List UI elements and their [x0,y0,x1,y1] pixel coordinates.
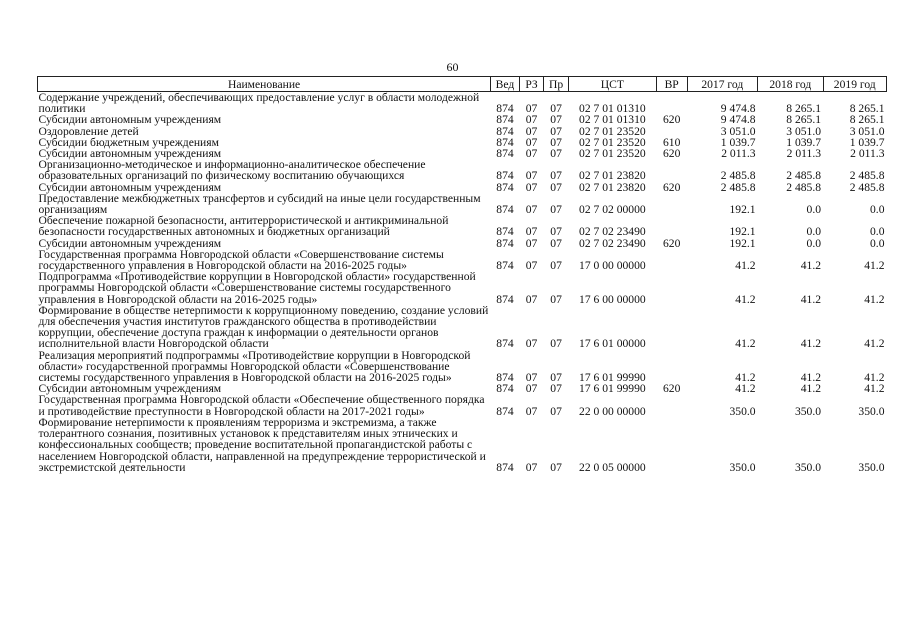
row-cst: 02 7 01 23520 [579,135,646,149]
row-pr: 07 [550,382,562,396]
row-rz: 07 [525,225,538,239]
row-name: Содержание учреждений, обеспечивающих предоставление услуг в области молодежной политики [38,91,480,116]
row-pr: 07 [550,113,562,127]
row-2019: 1 039.7 [849,135,885,149]
row-2018: 1 039.7 [786,135,822,149]
row-2018: 2 011.3 [786,147,822,161]
row-2017: 41.2 [735,337,756,351]
table-row [38,249,887,271]
row-vr [656,159,687,181]
row-cst: 17 0 00 00000 [579,259,646,273]
row-2018: 41.2 [800,259,822,273]
row-vr [656,305,687,350]
table-row [38,305,887,350]
row-2017: 41.2 [735,382,756,396]
table-row [38,350,887,384]
row-2019: 41.2 [864,337,885,351]
row-2017: 192.1 [729,225,756,239]
header-rz: РЗ [519,77,544,92]
row-pr: 07 [550,147,562,161]
row-ved: 874 [496,180,514,194]
row-rz: 07 [525,135,538,149]
row-rz: 07 [525,292,538,306]
row-vr: 620 [662,236,681,250]
row-2019: 3 051.0 [849,124,885,138]
row-pr: 07 [550,460,562,474]
row-ved: 874 [496,169,514,183]
row-2017: 2 485.8 [720,180,756,194]
row-2019: 2 485.8 [849,180,885,194]
row-ved: 874 [496,135,514,149]
row-vr [656,215,687,237]
row-ved: 874 [496,259,514,273]
row-cst: 17 6 01 99990 [579,371,646,385]
row-name: Реализация мероприятий подпрограммы «Противодействие коррупции в Новгородской области» государственной программы Новгородской области «Совершенствование системы государственного управления в Новгородской области на 2016-2025 годы» [38,348,471,385]
row-2018: 2 485.8 [786,180,822,194]
table-row [38,114,887,125]
row-name: Оздоровление детей [38,124,139,138]
row-pr: 07 [550,225,562,239]
row-rz: 07 [525,337,538,351]
table-row [38,159,887,181]
row-ved: 874 [496,203,514,217]
row-pr: 07 [550,102,562,116]
row-2018: 0.0 [806,236,822,250]
row-2018: 3 051.0 [786,124,822,138]
row-2018: 350.0 [794,404,822,418]
table-row [38,193,887,215]
row-2018: 41.2 [800,371,822,385]
row-ved: 874 [496,102,514,116]
row-pr: 07 [550,371,562,385]
row-2019: 2 011.3 [850,147,885,161]
row-vr [656,92,687,115]
row-vr: 620 [662,147,681,161]
row-rz: 07 [525,460,538,474]
row-rz: 07 [525,371,538,385]
row-2019: 0.0 [870,236,885,250]
header-pr: Пр [544,77,569,92]
row-2017: 9 474.8 [720,113,756,127]
row-cst: 02 7 01 01310 [579,102,646,116]
row-vr: 620 [662,382,681,396]
row-cst: 22 0 00 00000 [579,404,646,418]
row-rz: 07 [525,113,538,127]
row-ved: 874 [496,225,514,239]
row-vr: 620 [662,113,681,127]
row-vr [656,271,687,305]
row-name: Предоставление межбюджетных трансфертов и субсидий на иные цели государственным организациям [38,191,481,217]
row-2019: 2 485.8 [849,169,885,183]
table-row [38,394,887,416]
row-cst: 02 7 01 23520 [579,124,646,138]
row-cst: 17 6 01 00000 [579,337,646,351]
row-2018: 350.0 [794,460,822,474]
row-2018: 0.0 [806,225,822,239]
row-2017: 41.2 [735,371,756,385]
table-row [38,417,887,473]
table-row [38,92,887,115]
row-name: Субсидии бюджетным учреждениям [38,135,219,149]
row-vr [656,350,687,384]
row-pr: 07 [550,337,562,351]
row-2017: 1 039.7 [720,135,756,149]
row-ved: 874 [496,292,514,306]
row-vr: 620 [662,180,681,194]
row-2019: 0.0 [870,225,885,239]
row-rz: 07 [525,124,538,138]
row-cst: 22 0 05 00000 [579,460,646,474]
row-name: Формирование в обществе нетерпимости к коррупционному поведению, создание условий для обеспечения участия институтов гражданского общества в противодействии коррупции, обеспечение доступа граждан к информации о деятельности органов исполнительной власти Новгородской области [38,303,489,351]
row-rz: 07 [525,382,538,396]
row-2018: 2 485.8 [786,169,822,183]
row-name: Обеспечение пожарной безопасности, антитеррористической и антикриминальной безопасности государственных автономных и бюджетных организаций [38,214,449,239]
row-ved: 874 [496,124,514,138]
row-name: Формирование нетерпимости к проявлениям терроризма и экстремизма, а также толерантного сознания, позитивных установок к представителям иных этнических и конфессиональных сообществ; проведение воспитательной пропагандистской работы с населением Новгородской области, направленной на предупреждение террористической и экстремистской деятельности [38,415,486,474]
row-pr: 07 [550,135,562,149]
table-row [38,271,887,305]
row-pr: 07 [550,236,562,250]
row-2017: 192.1 [729,236,756,250]
row-ved: 874 [496,371,514,385]
row-rz: 07 [525,180,538,194]
row-ved: 874 [496,337,514,351]
row-cst: 02 7 01 23820 [579,169,646,183]
row-2017: 350.0 [729,404,756,418]
row-rz: 07 [525,102,538,116]
row-pr: 07 [550,404,562,418]
row-ved: 874 [496,113,514,127]
row-2018: 0.0 [806,203,822,217]
row-2019: 350.0 [858,404,885,418]
row-2019: 41.2 [864,292,885,306]
budget-table [37,76,887,473]
header-ved: Вед [491,77,520,92]
row-ved: 874 [496,382,514,396]
row-2019: 350.0 [858,460,885,474]
row-cst: 02 7 01 23520 [579,147,646,161]
row-name: Субсидии автономным учреждениям [38,147,222,161]
row-rz: 07 [525,169,538,183]
row-pr: 07 [550,259,562,273]
row-2017: 2 485.8 [720,169,756,183]
row-2018: 41.2 [800,382,822,396]
row-pr: 07 [550,124,562,138]
header-vr: ВР [656,77,687,92]
row-ved: 874 [496,404,514,418]
row-pr: 07 [550,292,562,306]
row-2017: 9 474.8 [720,102,756,116]
row-name: Субсидии автономным учреждениям [38,180,222,194]
page-number: 60 [446,60,459,74]
row-2018: 8 265.1 [786,102,822,116]
row-pr: 07 [550,169,562,183]
row-ved: 874 [496,147,514,161]
row-pr: 07 [550,180,562,194]
table-row [38,215,887,237]
row-vr: 610 [662,135,681,149]
row-name: Государственная программа Новгородской области «Совершенствование системы государственного управления в Новгородской области на 2016-2025 годы» [38,247,444,273]
row-2018: 41.2 [800,292,822,306]
row-2019: 0.0 [870,203,885,217]
row-2019: 41.2 [864,371,885,385]
row-rz: 07 [525,236,538,250]
row-name: Подпрограмма «Противодействие коррупции в Новгородской области» государственной программы Новгородской области «Совершенствование системы государственного управления в Новгородской области на 2016-2025 годы» [38,270,476,306]
row-2017: 41.2 [735,292,756,306]
row-vr [656,417,687,473]
header-2017: 2017 год [687,77,758,92]
header-cst: ЦСТ [568,77,656,92]
row-vr [656,249,687,271]
row-cst: 02 7 01 01310 [579,113,646,127]
row-ved: 874 [496,236,514,250]
row-rz: 07 [525,259,538,273]
row-pr: 07 [550,203,562,217]
row-cst: 02 7 02 23490 [579,225,646,239]
row-2017: 41.2 [735,259,756,273]
row-rz: 07 [525,404,538,418]
header-name: Наименование [38,77,491,92]
row-cst: 02 7 01 23820 [579,180,646,194]
table-body [38,92,887,473]
row-2019: 41.2 [864,382,885,396]
row-2018: 41.2 [800,337,822,351]
row-cst: 02 7 02 00000 [579,203,646,217]
table-header [38,77,887,92]
row-name: Организационно-методическое и информационно-аналитическое обеспечение образовательных организаций по физическому воспитанию обучающихся [38,158,426,183]
row-cst: 17 6 01 99990 [579,382,646,396]
row-2019: 41.2 [864,259,885,273]
row-2017: 3 051.0 [720,124,756,138]
row-cst: 02 7 02 23490 [579,236,646,250]
row-name: Субсидии автономным учреждениям [38,236,222,250]
header-2018: 2018 год [758,77,823,92]
row-2017: 2 011.3 [721,147,756,161]
row-2019: 8 265.1 [849,102,885,116]
row-name: Государственная программа Новгородской области «Обеспечение общественного порядка и противодействие преступности в Новгородской области на 2017-2021 годы» [38,393,485,418]
row-vr [656,193,687,215]
row-vr [656,394,687,416]
row-2018: 8 265.1 [786,113,822,127]
row-rz: 07 [525,147,538,161]
row-name: Субсидии автономным учреждениям [38,382,222,396]
row-2017: 350.0 [729,460,756,474]
row-2017: 192.1 [729,203,756,217]
row-ved: 874 [496,460,514,474]
row-2019: 8 265.1 [849,113,885,127]
row-rz: 07 [525,203,538,217]
header-2019: 2019 год [823,77,886,92]
row-cst: 17 6 00 00000 [579,292,646,306]
row-name: Субсидии автономным учреждениям [38,113,222,127]
